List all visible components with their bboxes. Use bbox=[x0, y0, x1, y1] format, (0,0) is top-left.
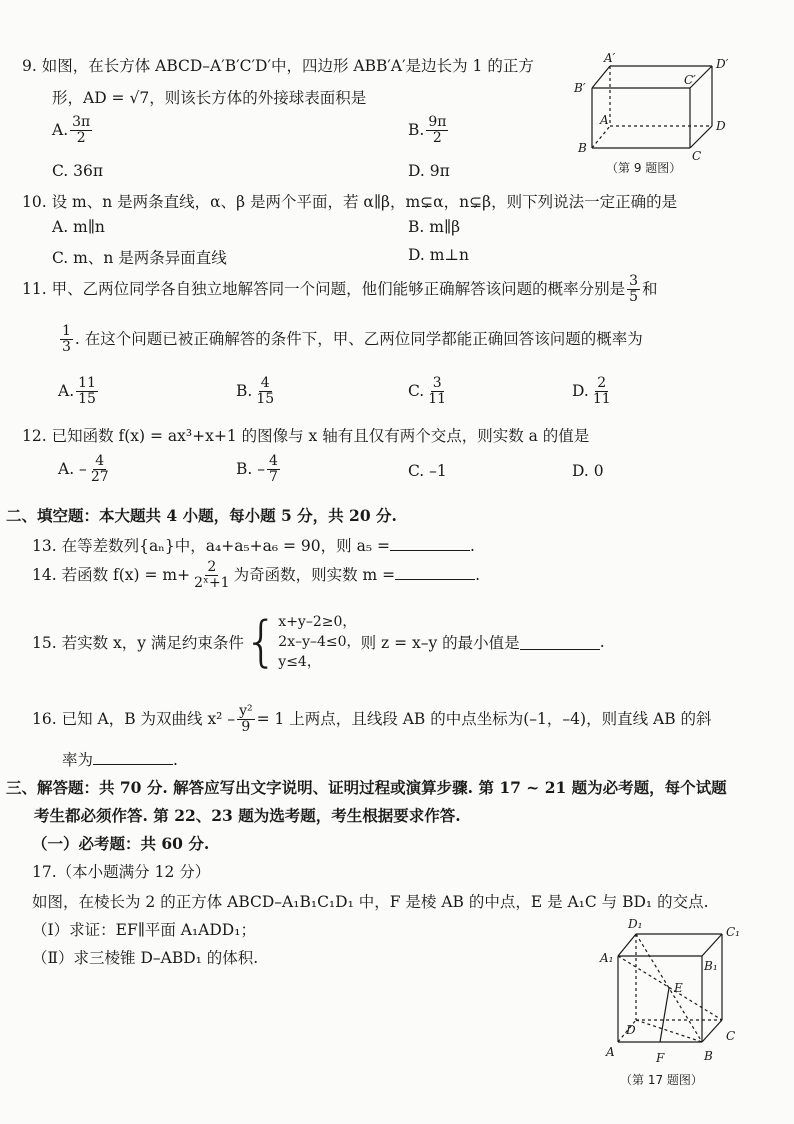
q16-line2: 率为 . bbox=[62, 751, 178, 769]
q16-line1: 16. 已知 A，B 为双曲线 x² – $\frac{\text{y²}}{9}$ = 1 上两点，且线段 AB 的中点坐标为(–1，–4)，则直线 AB 的斜 bbox=[32, 703, 712, 736]
q12-stem: 12. 已知函数 f(x) = ax³+x+1 的图像与 x 轴有且仅有两个交点，则实数 a 的值是 bbox=[22, 427, 590, 445]
q17-label-c: C bbox=[726, 1029, 736, 1043]
q9-option-d: D. 9π bbox=[408, 162, 450, 180]
q13: 13. 在等差数列{aₙ}中，a₄+a₅+a₆ = 90，则 a₅ = . bbox=[32, 537, 475, 555]
q11-option-b: B. $\frac{4}{15}$ bbox=[236, 375, 275, 408]
q11-option-a: A. $\frac{11}{15}$ bbox=[58, 375, 96, 408]
q12-option-c: C. –1 bbox=[408, 462, 447, 480]
q9-label-c: C bbox=[692, 149, 702, 163]
q10-stem: 10. 设 m、n 是两条直线，α、β 是两个平面，若 α∥β，m⊊α，n⊊β，则下列说法一定正确的是 bbox=[22, 193, 678, 211]
q13-answer-blank[interactable] bbox=[390, 536, 470, 551]
q17-cube-figure bbox=[596, 914, 766, 1094]
q17-stem: 如图，在棱长为 2 的正方体 ABCD–A₁B₁C₁D₁ 中，F 是棱 AB 的中点，E 是 A₁C 与 BD₁ 的交点. bbox=[32, 893, 709, 911]
q14: 14. 若函数 f(x) = m+ $\frac{2}{\text{2ˣ+1}}$ 为奇函数，则实数 m = . bbox=[32, 559, 481, 592]
q17-label-d1: D₁ bbox=[628, 917, 643, 931]
q15: 15. 若实数 x，y 满足约束条件 { x+y–2≥0， 2x–y–4≤0， y≤4， 则 z = x–y 的最小值是 . bbox=[32, 610, 605, 673]
q9-option-a: A. $\frac{3\pi}{2}$ bbox=[52, 114, 91, 147]
q17-head: 17.（本小题满分 12 分） bbox=[32, 863, 211, 881]
q9-fig-caption: （第 9 题图） bbox=[606, 161, 682, 175]
q16-answer-blank[interactable] bbox=[93, 750, 173, 765]
q12-option-b: B. – $\frac{4}{7}$ bbox=[236, 453, 278, 486]
q11-line1: 11. 甲、乙两位同学各自独立地解答同一个问题，他们能够正确解答该问题的概率分别是 $\frac{3}{5}$ 和 bbox=[22, 273, 658, 306]
q10-option-c: C. m、n 是两条异面直线 bbox=[52, 249, 227, 267]
q10-option-d: D. m⊥n bbox=[408, 246, 469, 264]
q9-label-a: A bbox=[600, 113, 609, 127]
q12-option-a: A. – $\frac{4}{27}$ bbox=[58, 453, 109, 486]
q15-brace: { bbox=[243, 610, 279, 673]
q11-line2: $\frac{1}{3}$ . 在这个问题已被正确解答的条件下，甲、乙两位同学都能正确回答该问题的概率为 bbox=[62, 323, 643, 356]
q9-cuboid-figure bbox=[570, 48, 750, 178]
q17-label-d: D bbox=[626, 1023, 636, 1037]
q9-label-b1: B′ bbox=[574, 81, 586, 95]
q9-line2: 形，AD = √7，则该长方体的外接球表面积是 bbox=[52, 89, 367, 107]
q17-label-a: A bbox=[606, 1045, 615, 1059]
q12-option-d: D. 0 bbox=[572, 462, 604, 480]
section-2-title: 二、填空题：本大题共 4 小题，每小题 5 分，共 20 分. bbox=[6, 506, 397, 525]
q17-label-a1: A₁ bbox=[600, 951, 614, 965]
q10-option-b: B. m∥β bbox=[408, 218, 461, 236]
q9-label-c1: C′ bbox=[684, 73, 696, 87]
section-3-line2: 考生都必须作答. 第 22、23 题为选考题，考生根据要求作答. bbox=[34, 806, 461, 825]
section-3-sub: （一）必考题：共 60 分. bbox=[32, 834, 210, 853]
q10-option-a: A. m∥n bbox=[52, 218, 105, 236]
q11-option-c: C. $\frac{3}{11}$ bbox=[408, 375, 447, 408]
q17-fig-caption: （第 17 题图） bbox=[620, 1073, 703, 1087]
q9-label-d: D bbox=[716, 119, 726, 133]
q17-part-2: （Ⅱ）求三棱锥 D–ABD₁ 的体积. bbox=[32, 949, 259, 967]
q9-label-a1: A′ bbox=[604, 51, 616, 65]
q17-label-f: F bbox=[656, 1051, 665, 1065]
q14-answer-blank[interactable] bbox=[395, 565, 475, 580]
q9-label-d1: D′ bbox=[716, 57, 729, 71]
q9-line1: 9. 如图，在长方体 ABCD–A′B′C′D′中，四边形 ABB′A′是边长为 1 的正方 bbox=[22, 57, 534, 75]
q15-constraints: x+y–2≥0， 2x–y–4≤0， y≤4， bbox=[278, 614, 361, 670]
q17-label-b: B bbox=[704, 1049, 713, 1063]
q15-answer-blank[interactable] bbox=[520, 635, 600, 650]
q17-part-1: （Ⅰ）求证：EF∥平面 A₁ADD₁； bbox=[32, 921, 256, 939]
q9-option-b: B. $\frac{9\pi}{2}$ bbox=[408, 114, 447, 147]
q11-option-d: D. $\frac{2}{11}$ bbox=[572, 375, 611, 408]
q17-label-b1: B₁ bbox=[704, 959, 718, 973]
q9-label-b: B bbox=[578, 141, 587, 155]
q17-label-e: E bbox=[674, 981, 683, 995]
q17-label-c1: C₁ bbox=[726, 925, 740, 939]
q9-option-c: C. 36π bbox=[52, 162, 104, 180]
section-3-line1: 三、解答题：共 70 分. 解答应写出文字说明、证明过程或演算步骤. 第 17 ~ 21 题为必考题，每个试题 bbox=[6, 778, 727, 797]
